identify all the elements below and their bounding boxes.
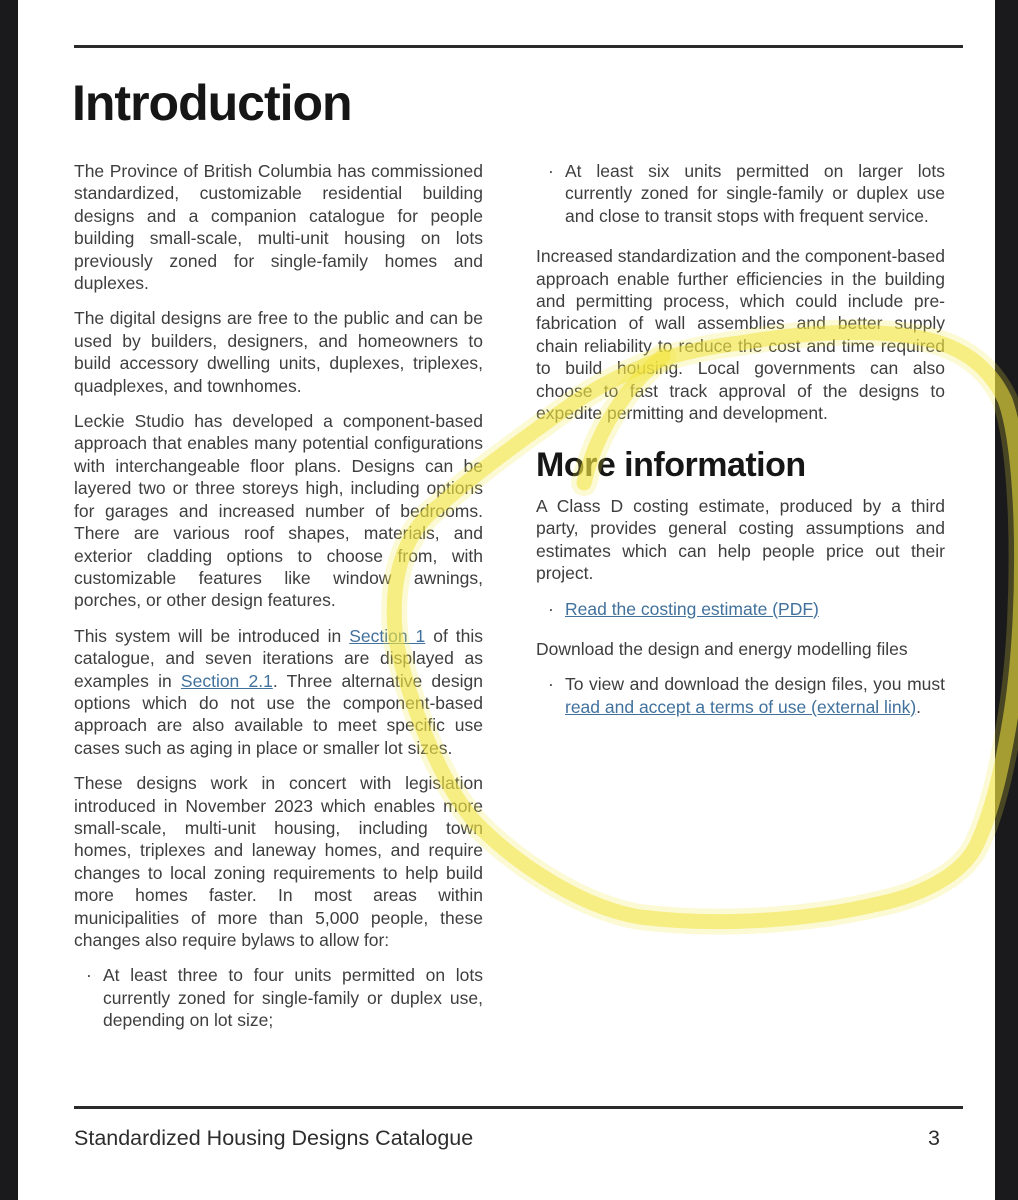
bullet-dot: · [548,674,554,695]
footer-document-title: Standardized Housing Designs Catalogue [74,1126,474,1150]
paragraph: These designs work in concert with legislation introduced in November 2023 which enables more small-scale, multi-unit housing, including town homes, triplexes and laneway homes, and require changes to local zoning requirements to help build more homes faster. In most areas within municipalities of more than 5,000 people, these changes also require bylaws to allow for: [74,773,483,950]
link-section-1[interactable]: Section 1 [349,625,426,646]
paragraph-text: . Three alternative design options which do not use the component-based approach are also available to meet specific use cases such as aging in place or smaller lot sizes. [74,670,483,758]
link-costing-estimate-pdf[interactable]: Read the costing estimate (PDF) [565,598,819,619]
paragraph [74,625,483,759]
paragraph-text: . [916,696,922,717]
paragraph: Increased standardization and the component-based approach enable further efficiencies in the building and permitting process, which could include pre-fabrication of wall assemblies and better supply chain reliability to reduce the cost and time required to build housing. Local governments can also choose to fast track approval of the designs to expedite permitting and development. [536,246,945,424]
section-title-more-information: More information [536,446,806,485]
paragraph: Leckie Studio has developed a component-based approach that enables many potential configurations with interchangeable floor plans. Designs can be layered two or three storeys high, including options for garages and increased number of bedrooms. There are various roof shapes, materials, and exterior cladding options to choose from, with customizable features like window awnings, porches, or other design features. [74,411,483,611]
bullet-dot: · [548,598,554,619]
paragraph: The digital designs are free to the public and can be used by builders, designers, and homeowners to build accessory dwelling units, duplexes, triplexes, quadplexes, and townhomes. [74,308,483,396]
list-item-text: At least three to four units permitted on lots currently zoned for single-family or duplex use, depending on lot size; [103,965,483,1031]
list-item-text [565,598,945,620]
page-title: Introduction [72,75,352,131]
list-item [536,673,945,718]
list-item-text [565,673,945,718]
viewer-edge-right [995,0,1018,1200]
left-column [74,160,483,1050]
paragraph-text: To view and download the design files, you must [565,674,945,695]
paragraph: The Province of British Columbia has commissioned standardized, customizable residential building designs and a companion catalogue for people building small-scale, multi-unit housing on lots previously zoned for single-family homes and duplexes. [74,161,483,294]
bullet-dot: · [548,161,554,181]
list-item [536,598,945,620]
paragraph: Download the design and energy modelling files [536,638,908,659]
link-section-2-1[interactable]: Section 2.1 [180,670,273,691]
list-item [74,964,483,1031]
right-column [536,160,945,736]
paragraph: A Class D costing estimate, produced by a third party, provides general costing assumptions and estimates which can help people price out their project. [536,495,945,584]
bullet-dot: · [86,965,92,986]
footer-page-number: 3 [928,1126,940,1150]
list-item-text: At least six units permitted on larger lots currently zoned for single-family or duplex use and close to transit stops with frequent service. [565,161,945,226]
footer-rule [74,1106,963,1109]
paragraph-text: This system will be introduced in [74,625,350,646]
viewer-edge-left [0,0,18,1200]
header-rule [74,45,963,48]
list-item [536,160,945,227]
page-footer [74,1126,940,1151]
paragraph-text: of this catalogue, and seven iterations are displayed as examples in [74,625,483,691]
link-terms-of-use-external[interactable]: read and accept a terms of use (external link) [565,696,917,717]
